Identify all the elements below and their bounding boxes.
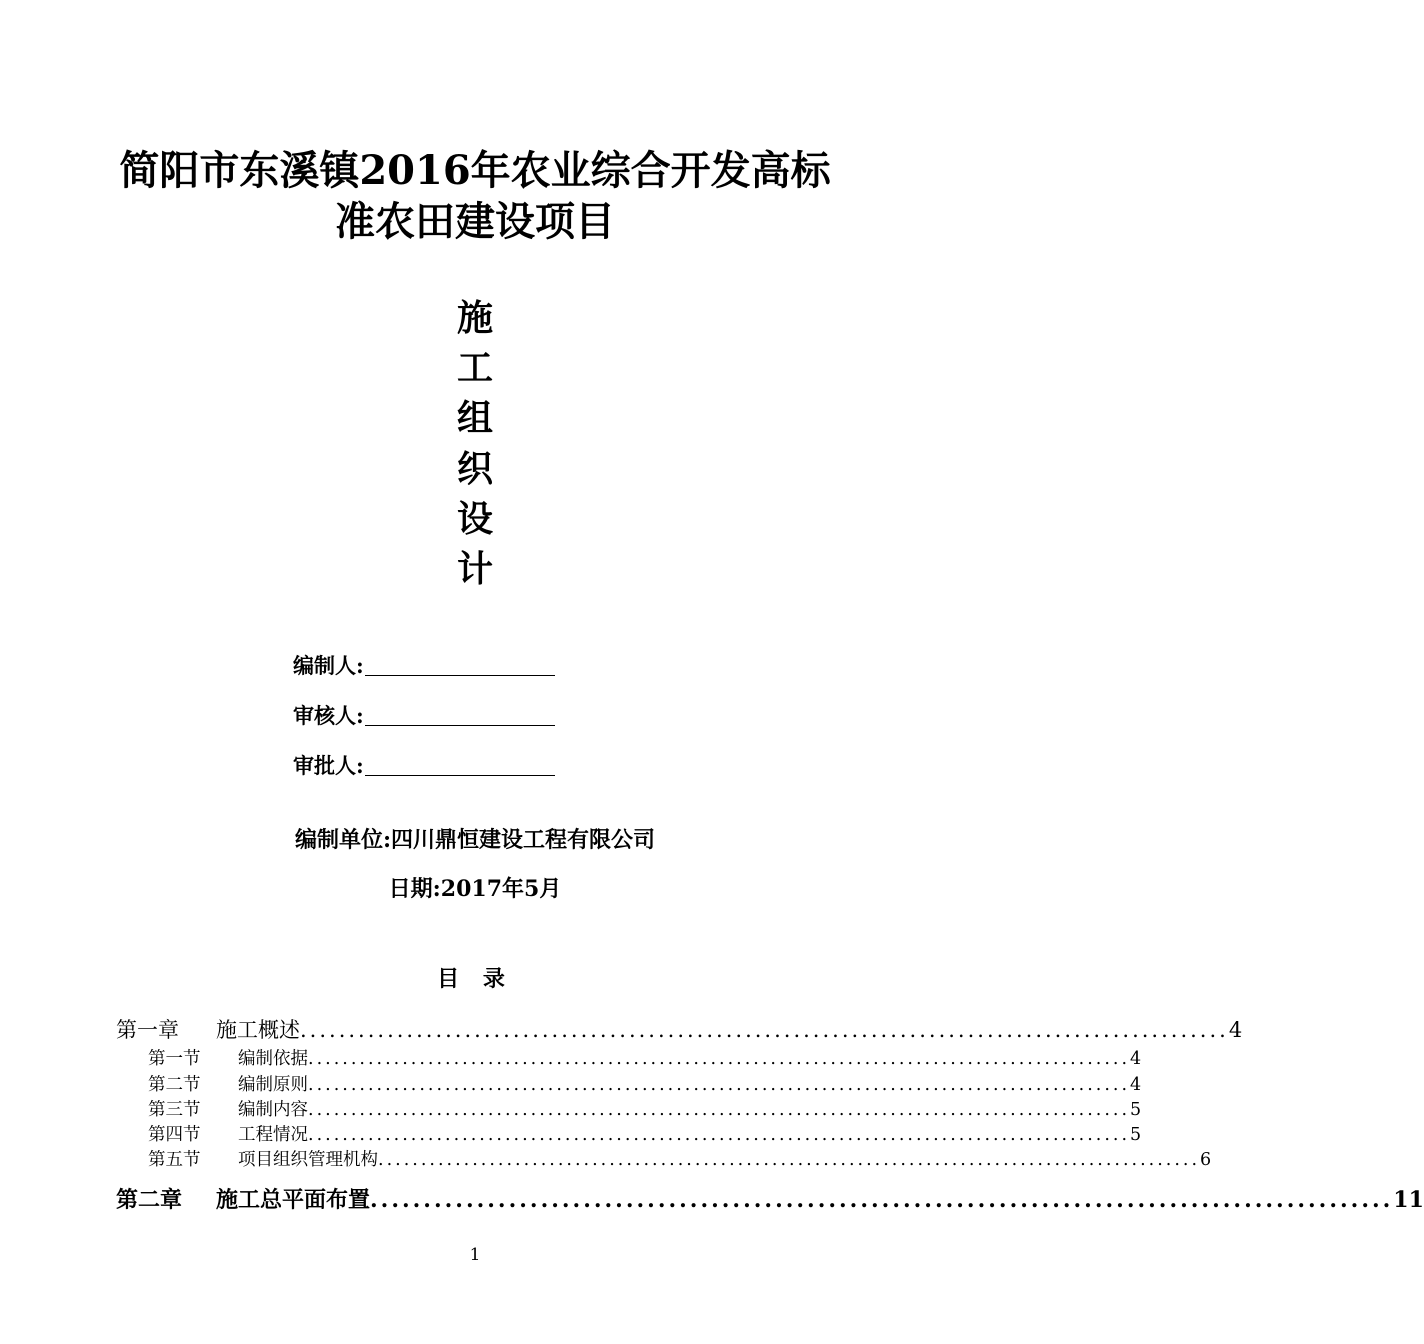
toc-entry-text: 工程情况 [238,1125,308,1145]
toc-leader-dots: ................................................................................................ [308,1049,1131,1069]
toc-leader-dots: ................................................................................................ [370,1187,1394,1213]
toc-entry[interactable] [116,1185,1424,1215]
compiling-organization: 编制单位:四川鼎恒建设工程有限公司 [294,827,656,853]
toc-entry-page: 4 [1130,1049,1142,1069]
toc-entry-page: 6 [1200,1150,1212,1170]
toc-entry[interactable] [148,1148,1212,1173]
document-title-line-1: 简阳市东溪镇2016年农业综合开发高标 [119,147,831,194]
signature-label: 审核人: [293,703,364,728]
toc-entry-number: 第一章 [116,1018,179,1042]
toc-entry-page: 4 [1228,1018,1243,1042]
doc-type-char: 织 [456,448,493,490]
toc-heading: 目 录 [437,966,513,992]
toc-entry[interactable] [116,1016,1243,1044]
toc-entry-number: 第四节 [148,1125,201,1145]
toc-leader-dots: ................................................................................................ [308,1100,1131,1120]
page-number: 1 [469,1245,481,1265]
toc-entry[interactable] [148,1098,1142,1123]
toc-entry-text: 编制依据 [238,1049,308,1069]
toc-entry-text: 施工总平面布置 [216,1187,371,1213]
signature-blank-line [365,651,555,676]
toc-entry-page: 4 [1130,1075,1142,1095]
toc-entry-page: 11 [1393,1187,1424,1213]
doc-type-char: 施 [456,297,493,339]
toc-entry[interactable] [148,1073,1142,1098]
toc-entry-number: 第五节 [148,1150,201,1170]
doc-type-char: 设 [456,498,493,540]
toc-entry-number: 第一节 [148,1049,201,1069]
toc-entry-number: 第二节 [148,1075,201,1095]
toc-entry-page: 5 [1130,1100,1142,1120]
toc-entry[interactable] [148,1123,1142,1148]
document-date: 日期:2017年5月 [388,876,562,902]
doc-type-char: 工 [456,347,493,389]
toc-entry-text: 项目组织管理机构 [238,1150,378,1170]
toc-leader-dots: ................................................................................................ [308,1125,1131,1145]
doc-type-char: 组 [456,397,493,439]
toc-entry-text: 编制原则 [238,1075,308,1095]
toc-entry-text: 编制内容 [238,1100,308,1120]
signature-row-approver [293,751,555,785]
toc-entry[interactable] [148,1047,1142,1072]
document-title-line-2: 准农田建设项目 [335,198,615,245]
toc-leader-dots: ................................................................................................ [300,1018,1229,1042]
toc-entry-text: 施工概述 [216,1018,300,1042]
doc-type-char: 计 [456,548,493,590]
signature-blank-line [365,751,555,776]
toc-entry-page: 5 [1130,1125,1142,1145]
signature-blank-line [365,701,555,726]
signature-row-compiler [293,651,555,685]
signature-label: 审批人: [293,753,364,778]
toc-leader-dots: ................................................................................................ [308,1075,1131,1095]
toc-entry-number: 第二章 [116,1187,183,1213]
signature-row-reviewer [293,701,555,735]
toc-entry-number: 第三节 [148,1100,201,1120]
signature-label: 编制人: [293,653,364,678]
toc-leader-dots: ................................................................................................ [378,1150,1201,1170]
